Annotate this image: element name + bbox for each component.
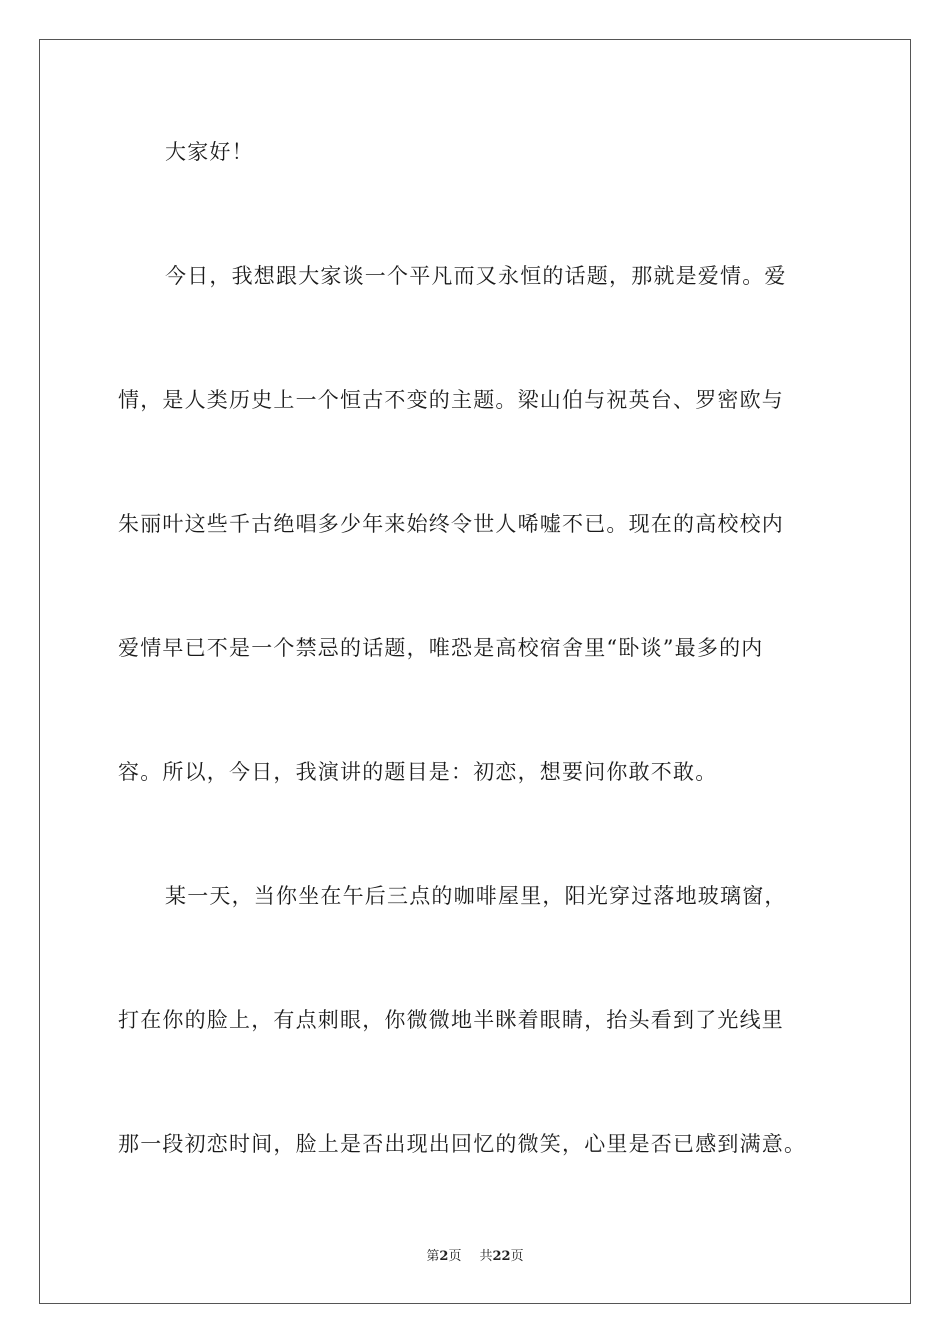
paragraph-line: 爱情早已不是一个禁忌的话题，唯恐是高校宿舍里“卧谈”最多的内 <box>118 636 764 660</box>
total-prefix: 共 <box>479 1249 493 1264</box>
total-suffix: 页 <box>510 1249 524 1264</box>
paragraph-line: 朱丽叶这些千古绝唱多少年来始终令世人唏嘘不已。现在的高校校内 <box>118 512 784 536</box>
paragraph-line: 情，是人类历史上一个恒古不变的主题。梁山伯与祝英台、罗密欧与 <box>118 388 784 412</box>
page-suffix: 页 <box>448 1249 462 1264</box>
paragraph-line: 大家好！ <box>165 140 254 164</box>
total-pages: 22 <box>492 1249 511 1264</box>
page-footer <box>0 1248 950 1266</box>
paragraph-line: 那一段初恋时间，脸上是否出现出回忆的微笑，心里是否已感到满意。 <box>118 1132 807 1156</box>
paragraph-line: 打在你的脸上，有点刺眼，你微微地半眯着眼睛，抬头看到了光线里 <box>118 1008 784 1032</box>
page-prefix: 第 <box>426 1249 440 1264</box>
paragraph-line: 某一天，当你坐在午后三点的咖啡屋里，阳光穿过落地玻璃窗， <box>165 884 787 908</box>
paragraph-line: 今日，我想跟大家谈一个平凡而又永恒的话题，那就是爱情。爱 <box>165 264 787 288</box>
page-number: 2 <box>439 1249 449 1264</box>
page-border <box>39 39 911 1304</box>
paragraph-line: 容。所以，今日，我演讲的题目是：初恋，想要问你敢不敢。 <box>118 760 718 784</box>
